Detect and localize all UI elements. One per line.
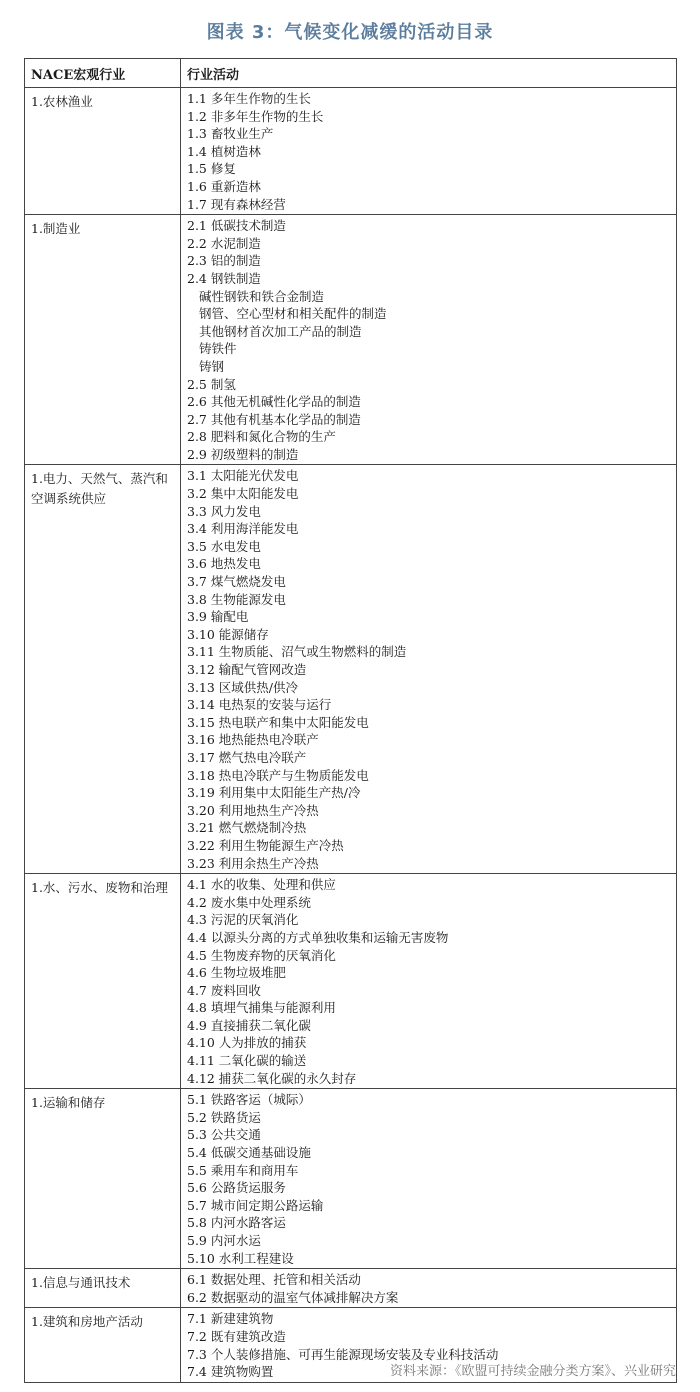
activity-item: 7.1 新建建筑物 bbox=[187, 1311, 274, 1327]
source-note: 资料来源：《欧盟可持续金融分类方案》、兴业研究 bbox=[389, 1364, 676, 1379]
activity-item: 3.8 生物能源发电 bbox=[187, 591, 286, 607]
table-row bbox=[25, 465, 677, 874]
activity-item: 2.9 初级塑料的制造 bbox=[187, 446, 299, 462]
activities-cell bbox=[181, 465, 677, 874]
activity-item: 5.8 内河水路客运 bbox=[187, 1215, 286, 1231]
activity-item: 3.1 太阳能光伏发电 bbox=[187, 468, 299, 484]
sector-cell: 1.运输和储存 bbox=[25, 1089, 181, 1269]
header-activity: 行业活动 bbox=[181, 59, 677, 88]
activity-item: 5.7 城市间定期公路运输 bbox=[187, 1197, 324, 1213]
activity-item: 3.6 地热发电 bbox=[187, 556, 261, 572]
activities-cell bbox=[181, 88, 677, 215]
activity-item: 4.1 水的收集、处理和供应 bbox=[187, 877, 336, 893]
activity-item: 3.23 利用余热生产冷热 bbox=[187, 855, 319, 871]
activity-item: 1.6 重新造林 bbox=[187, 178, 261, 194]
activity-item: 2.6 其他无机碱性化学品的制造 bbox=[187, 394, 361, 410]
activity-item: 5.1 铁路客运（城际） bbox=[187, 1092, 311, 1108]
activity-item: 3.12 输配气管网改造 bbox=[187, 662, 307, 677]
activities-cell bbox=[181, 874, 677, 1089]
activity-item: 5.6 公路货运服务 bbox=[187, 1180, 286, 1196]
activity-item: 4.8 填埋气捕集与能源利用 bbox=[187, 1000, 336, 1016]
activity-item: 2.1 低碳技术制造 bbox=[187, 218, 286, 234]
sector-cell: 1.建筑和房地产活动 bbox=[25, 1308, 181, 1382]
activity-item: 2.5 制氢 bbox=[187, 376, 236, 392]
activity-item: 3.2 集中太阳能发电 bbox=[187, 486, 299, 502]
activity-item: 4.9 直接捕获二氧化碳 bbox=[187, 1017, 311, 1033]
activity-item: 3.16 地热能热电冷联产 bbox=[187, 732, 319, 748]
activity-item: 5.9 内河水运 bbox=[187, 1233, 261, 1248]
activities-cell bbox=[181, 1089, 677, 1269]
figure-title: 图表 3：气候变化减缓的活动目录 bbox=[206, 22, 494, 43]
header-sector: NACE宏观行业 bbox=[25, 59, 181, 88]
activity-item: 1.1 多年生作物的生长 bbox=[187, 91, 311, 106]
activity-item: 3.21 燃气燃烧制冷热 bbox=[187, 820, 307, 836]
activity-item: 2.7 其他有机基本化学品的制造 bbox=[187, 411, 361, 427]
activity-item: 3.3 风力发电 bbox=[187, 503, 261, 519]
activity-item: 1.4 植树造林 bbox=[187, 143, 261, 159]
activity-item: 2.4 钢铁制造 bbox=[187, 270, 261, 286]
activity-item: 2.8 肥料和氮化合物的生产 bbox=[187, 429, 336, 445]
activity-item: 碱性钢铁和铁合金制造 bbox=[199, 288, 325, 304]
activity-item: 4.7 废料回收 bbox=[187, 982, 261, 998]
table-row bbox=[25, 215, 677, 465]
activity-item: 铸钢 bbox=[199, 358, 225, 374]
activity-item: 4.3 污泥的厌氧消化 bbox=[187, 912, 299, 928]
table-header-row bbox=[25, 59, 677, 88]
activity-item: 4.2 废水集中处理系统 bbox=[187, 894, 311, 910]
activity-item: 4.6 生物垃圾堆肥 bbox=[187, 965, 286, 981]
activity-item: 5.5 乘用车和商用车 bbox=[187, 1162, 299, 1178]
activity-item: 2.3 铝的制造 bbox=[187, 253, 261, 269]
sector-cell: 1.电力、天然气、蒸汽和空调系统供应 bbox=[25, 465, 181, 874]
activity-item: 其他钢材首次加工产品的制造 bbox=[199, 323, 362, 339]
activity-item: 5.3 公共交通 bbox=[187, 1127, 261, 1143]
sector-cell: 1.水、污水、废物和治理 bbox=[25, 874, 181, 1089]
sector-cell: 1.制造业 bbox=[25, 215, 181, 465]
activity-item: 6.2 数据驱动的温室气体减排解决方案 bbox=[187, 1289, 399, 1305]
activity-item: 4.12 捕获二氧化碳的永久封存 bbox=[187, 1070, 357, 1086]
activities-cell bbox=[181, 215, 677, 465]
activities-cell bbox=[181, 1269, 677, 1308]
activity-item: 7.4 建筑物购置 bbox=[187, 1364, 274, 1380]
activity-item: 4.5 生物废弃物的厌氧消化 bbox=[187, 947, 336, 963]
activity-item: 3.14 电热泵的安装与运行 bbox=[187, 697, 332, 713]
activity-item: 3.15 热电联产和集中太阳能发电 bbox=[187, 714, 369, 730]
table-row bbox=[25, 88, 677, 215]
activity-item: 6.1 数据处理、托管和相关活动 bbox=[187, 1272, 361, 1288]
activity-item: 7.3 个人装修措施、可再生能源现场安装及专业科技活动 bbox=[187, 1346, 499, 1362]
activity-item: 3.9 输配电 bbox=[187, 609, 249, 625]
activity-item: 4.10 人为排放的捕获 bbox=[187, 1035, 307, 1051]
activity-item: 3.20 利用地热生产冷热 bbox=[187, 802, 319, 818]
activity-item: 3.13 区域供热/供冷 bbox=[187, 679, 299, 695]
activity-item: 1.5 修复 bbox=[187, 161, 236, 177]
activity-item: 2.2 水泥制造 bbox=[187, 235, 261, 251]
activity-item: 4.4 以源头分离的方式单独收集和运输无害废物 bbox=[187, 929, 449, 945]
activity-item: 5.10 水利工程建设 bbox=[187, 1250, 294, 1266]
sector-cell: 1.信息与通讯技术 bbox=[25, 1269, 181, 1308]
activity-item: 1.3 畜牧业生产 bbox=[187, 126, 274, 142]
activity-item: 3.19 利用集中太阳能生产热/冷 bbox=[187, 785, 361, 801]
activity-item: 1.7 现有森林经营 bbox=[187, 196, 286, 212]
activity-item: 5.2 铁路货运 bbox=[187, 1109, 261, 1125]
activity-item: 7.2 既有建筑改造 bbox=[187, 1328, 286, 1344]
activity-table bbox=[24, 58, 677, 1383]
table-row bbox=[25, 1269, 677, 1308]
table-body bbox=[25, 88, 677, 1383]
activity-item: 3.10 能源储存 bbox=[187, 626, 269, 642]
activity-item: 4.11 二氧化碳的输送 bbox=[187, 1053, 307, 1069]
activity-item: 3.4 利用海洋能发电 bbox=[187, 521, 299, 537]
activity-item: 钢管、空心型材和相关配件的制造 bbox=[199, 306, 387, 322]
activity-item: 5.4 低碳交通基础设施 bbox=[187, 1145, 311, 1161]
activity-item: 3.7 煤气燃烧发电 bbox=[187, 574, 286, 590]
table-row bbox=[25, 874, 677, 1089]
activity-item: 3.17 燃气热电冷联产 bbox=[187, 749, 307, 765]
sector-cell: 1.农林渔业 bbox=[25, 88, 181, 215]
activity-item: 3.18 热电冷联产与生物质能发电 bbox=[187, 767, 369, 783]
activity-item: 铸铁件 bbox=[199, 341, 237, 357]
table-row bbox=[25, 1089, 677, 1269]
activity-item: 3.22 利用生物能源生产冷热 bbox=[187, 837, 344, 853]
activity-item: 3.11 生物质能、沼气或生物燃料的制造 bbox=[187, 644, 407, 660]
activity-item: 3.5 水电发电 bbox=[187, 538, 261, 554]
activity-item: 1.2 非多年生作物的生长 bbox=[187, 108, 324, 124]
